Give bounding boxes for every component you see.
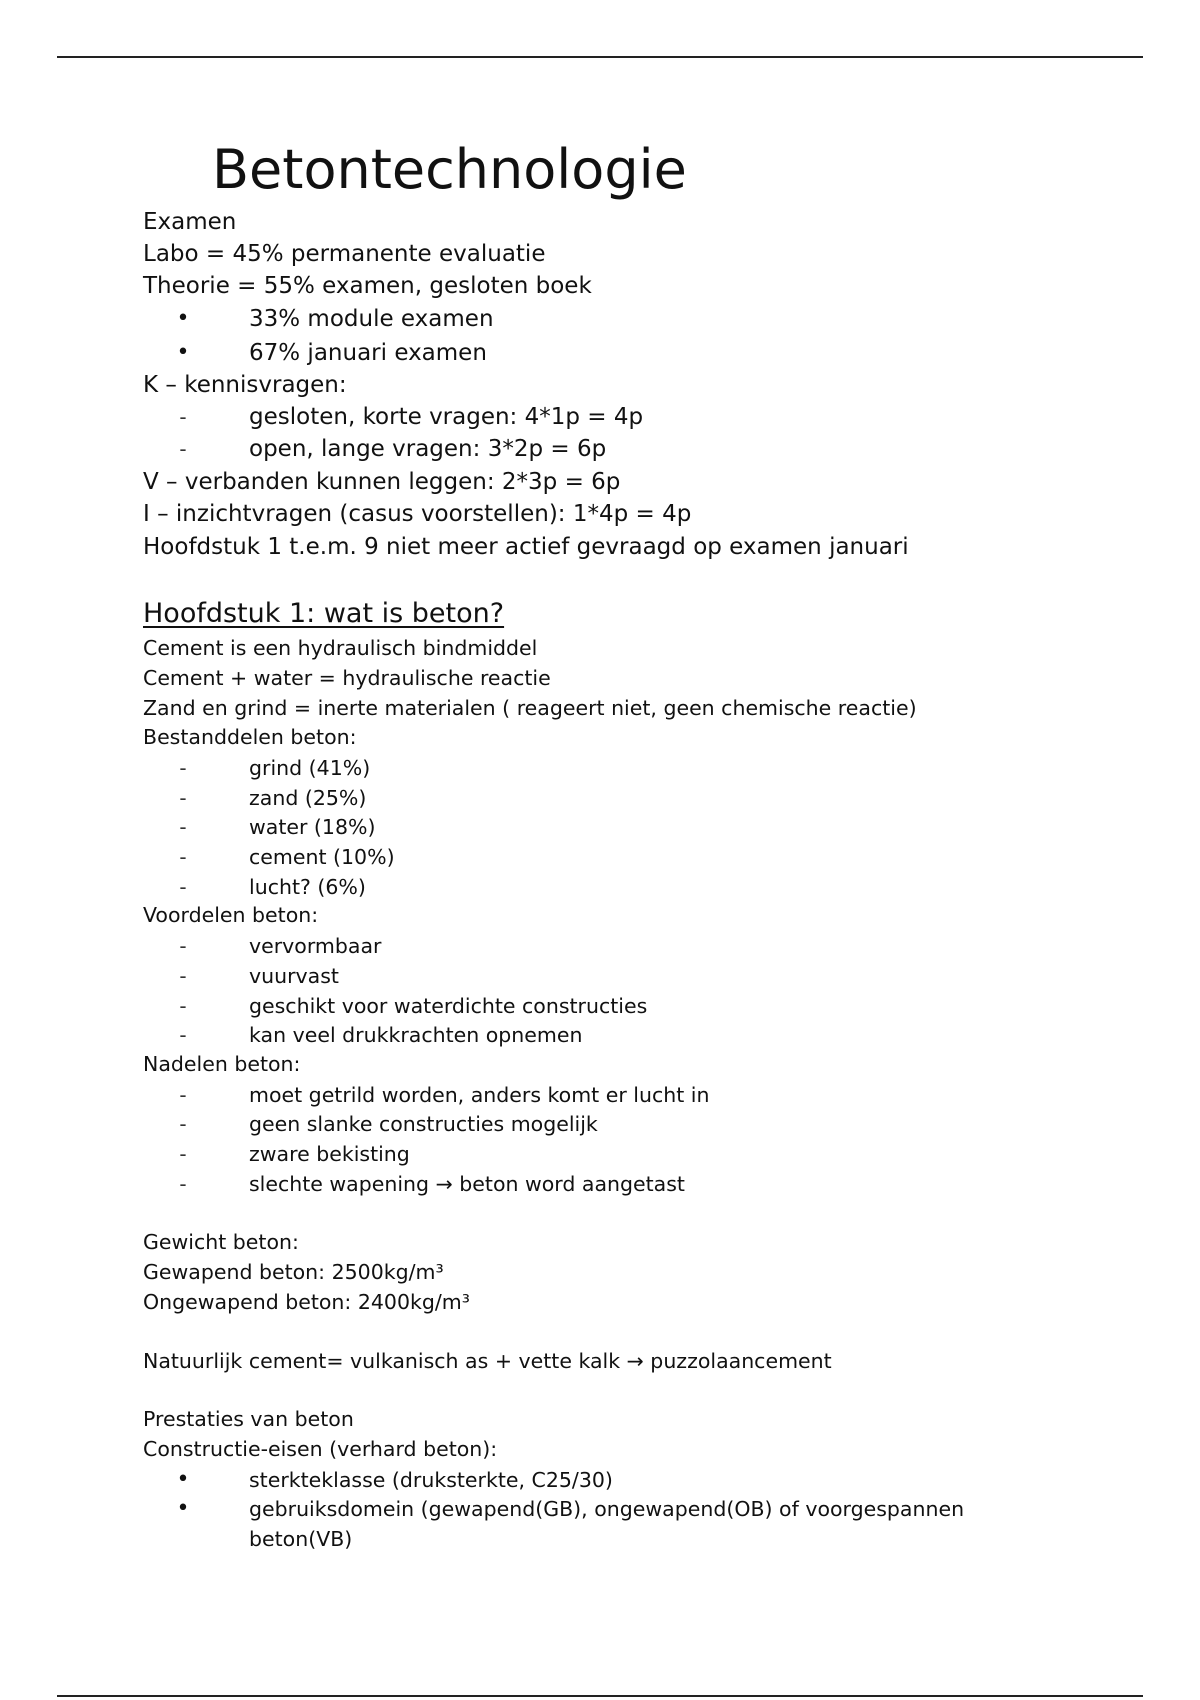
- weight-label: Gewicht beton:: [143, 1230, 299, 1254]
- components-label: Bestanddelen beton:: [143, 725, 357, 749]
- disadvantages-label: Nadelen beton:: [143, 1052, 301, 1076]
- dash-icon: -: [179, 1112, 187, 1136]
- dash-icon: -: [179, 1172, 187, 1196]
- weight-reinforced: Gewapend beton: 2500kg/m³: [143, 1260, 444, 1284]
- exam-i-line: I – inzichtvragen (casus voorstellen): 1*4p = 4p: [143, 501, 692, 527]
- list-item-text: 67% januari examen: [249, 340, 487, 366]
- list-item-text: gebruiksdomein (gewapend(GB), ongewapend(OB) of voorgespannen: [249, 1497, 965, 1521]
- exam-labo: Labo = 45% permanente evaluatie: [143, 241, 546, 267]
- chapter1-line: Cement + water = hydraulische reactie: [143, 666, 551, 690]
- list-item-text: geen slanke constructies mogelijk: [249, 1112, 598, 1136]
- page-title: Betontechnologie: [212, 138, 687, 201]
- list-item-text: lucht? (6%): [249, 875, 366, 899]
- dash-icon: -: [179, 964, 187, 988]
- list-item-text: cement (10%): [249, 845, 395, 869]
- list-item-text: moet getrild worden, anders komt er lucht in: [249, 1083, 710, 1107]
- dash-icon: -: [179, 934, 187, 958]
- exam-note: Hoofdstuk 1 t.e.m. 9 niet meer actief gevraagd op examen januari: [143, 534, 909, 560]
- chapter1-heading: Hoofdstuk 1: wat is beton?: [143, 598, 505, 629]
- list-item-text: zware bekisting: [249, 1142, 410, 1166]
- bullet-icon: •: [176, 1467, 190, 1492]
- list-item-text: geschikt voor waterdichte constructies: [249, 994, 648, 1018]
- weight-unreinforced: Ongewapend beton: 2400kg/m³: [143, 1290, 470, 1314]
- list-item-text: vervormbaar: [249, 934, 382, 958]
- list-item-text: sterkteklasse (druksterkte, C25/30): [249, 1468, 613, 1492]
- dash-icon: -: [179, 1083, 187, 1107]
- list-item-text: zand (25%): [249, 786, 367, 810]
- dash-icon: -: [179, 994, 187, 1018]
- exam-heading: Examen: [143, 209, 237, 235]
- list-item-text: water (18%): [249, 815, 376, 839]
- performance-label: Prestaties van beton: [143, 1407, 354, 1431]
- list-item-text: kan veel drukkrachten opnemen: [249, 1023, 583, 1047]
- dash-icon: -: [179, 875, 187, 899]
- dash-icon: -: [179, 405, 187, 429]
- list-item-text: gesloten, korte vragen: 4*1p = 4p: [249, 404, 644, 430]
- dash-icon: -: [179, 815, 187, 839]
- exam-k-label: K – kennisvragen:: [143, 372, 347, 398]
- list-item-text: 33% module examen: [249, 306, 494, 332]
- bullet-icon: •: [176, 340, 190, 365]
- construction-label: Constructie-eisen (verhard beton):: [143, 1437, 498, 1461]
- list-item-text: vuurvast: [249, 964, 339, 988]
- list-item-text: open, lange vragen: 3*2p = 6p: [249, 436, 607, 462]
- dash-icon: -: [179, 1142, 187, 1166]
- top-rule: [57, 56, 1143, 58]
- list-item-text: slechte wapening → beton word aangetast: [249, 1172, 685, 1196]
- list-item-text: grind (41%): [249, 756, 371, 780]
- advantages-label: Voordelen beton:: [143, 903, 319, 927]
- exam-theorie: Theorie = 55% examen, gesloten boek: [143, 273, 592, 299]
- dash-icon: -: [179, 437, 187, 461]
- dash-icon: -: [179, 845, 187, 869]
- bottom-rule: [57, 1695, 1143, 1697]
- dash-icon: -: [179, 756, 187, 780]
- natural-cement: Natuurlijk cement= vulkanisch as + vette kalk → puzzolaancement: [143, 1349, 832, 1373]
- list-item-text: beton(VB): [249, 1527, 353, 1551]
- chapter1-line: Cement is een hydraulisch bindmiddel: [143, 636, 538, 660]
- chapter1-line: Zand en grind = inerte materialen ( reageert niet, geen chemische reactie): [143, 696, 917, 720]
- dash-icon: -: [179, 786, 187, 810]
- bullet-icon: •: [176, 306, 190, 331]
- dash-icon: -: [179, 1023, 187, 1047]
- bullet-icon: •: [176, 1496, 190, 1521]
- exam-v-line: V – verbanden kunnen leggen: 2*3p = 6p: [143, 469, 621, 495]
